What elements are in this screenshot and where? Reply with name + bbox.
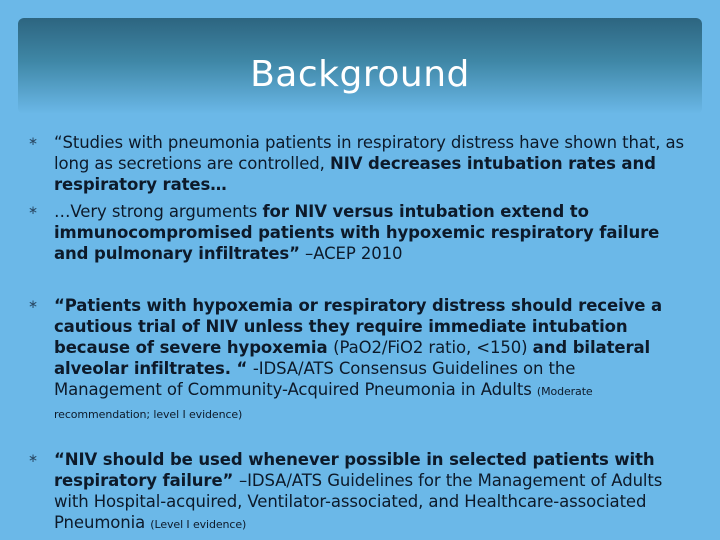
bullet-item [28,295,688,425]
bullet-text: …Very strong arguments for NIV versus intubation extend to immunocompromised patients with hypoxemic respiratory failure and pulmonary infiltrates” –ACEP 2010 [54,202,660,263]
bullet-text: “NIV should be used whenever possible in selected patients with respiratory failure” –IDSA/ATS Guidelines for the Management of Adults with Hospital-acquired, Ventilator-associated, and Healthcare-associated Pneumonia (Level I evidence) [54,450,663,532]
bullet-item [28,449,688,535]
bullet-marker-icon: ∗ [28,297,39,311]
bullet-marker-icon: ∗ [28,203,39,217]
bullet-item [28,132,688,195]
bullet-text: “Patients with hypoxemia or respiratory distress should receive a cautious trial of NIV unless they require immediate intubation because of severe hypoxemia (PaO2/FiO2 ratio, <150) and bilateral alveolar infiltrates. “ -IDSA/ATS Consensus Guidelines on the Management of Community-Acquired Pneumonia in Adults (Moderate recommendation; level I evidence) [54,296,663,421]
bullet-marker-icon: ∗ [28,134,39,148]
bullet-marker-icon: ∗ [28,451,39,465]
bullet-item [28,201,688,264]
slide-title: Background [250,54,470,95]
bullet-text: “Studies with pneumonia patients in respiratory distress have shown that, as long as secretions are controlled, NIV decreases intubation rates and respiratory rates… [54,133,684,194]
